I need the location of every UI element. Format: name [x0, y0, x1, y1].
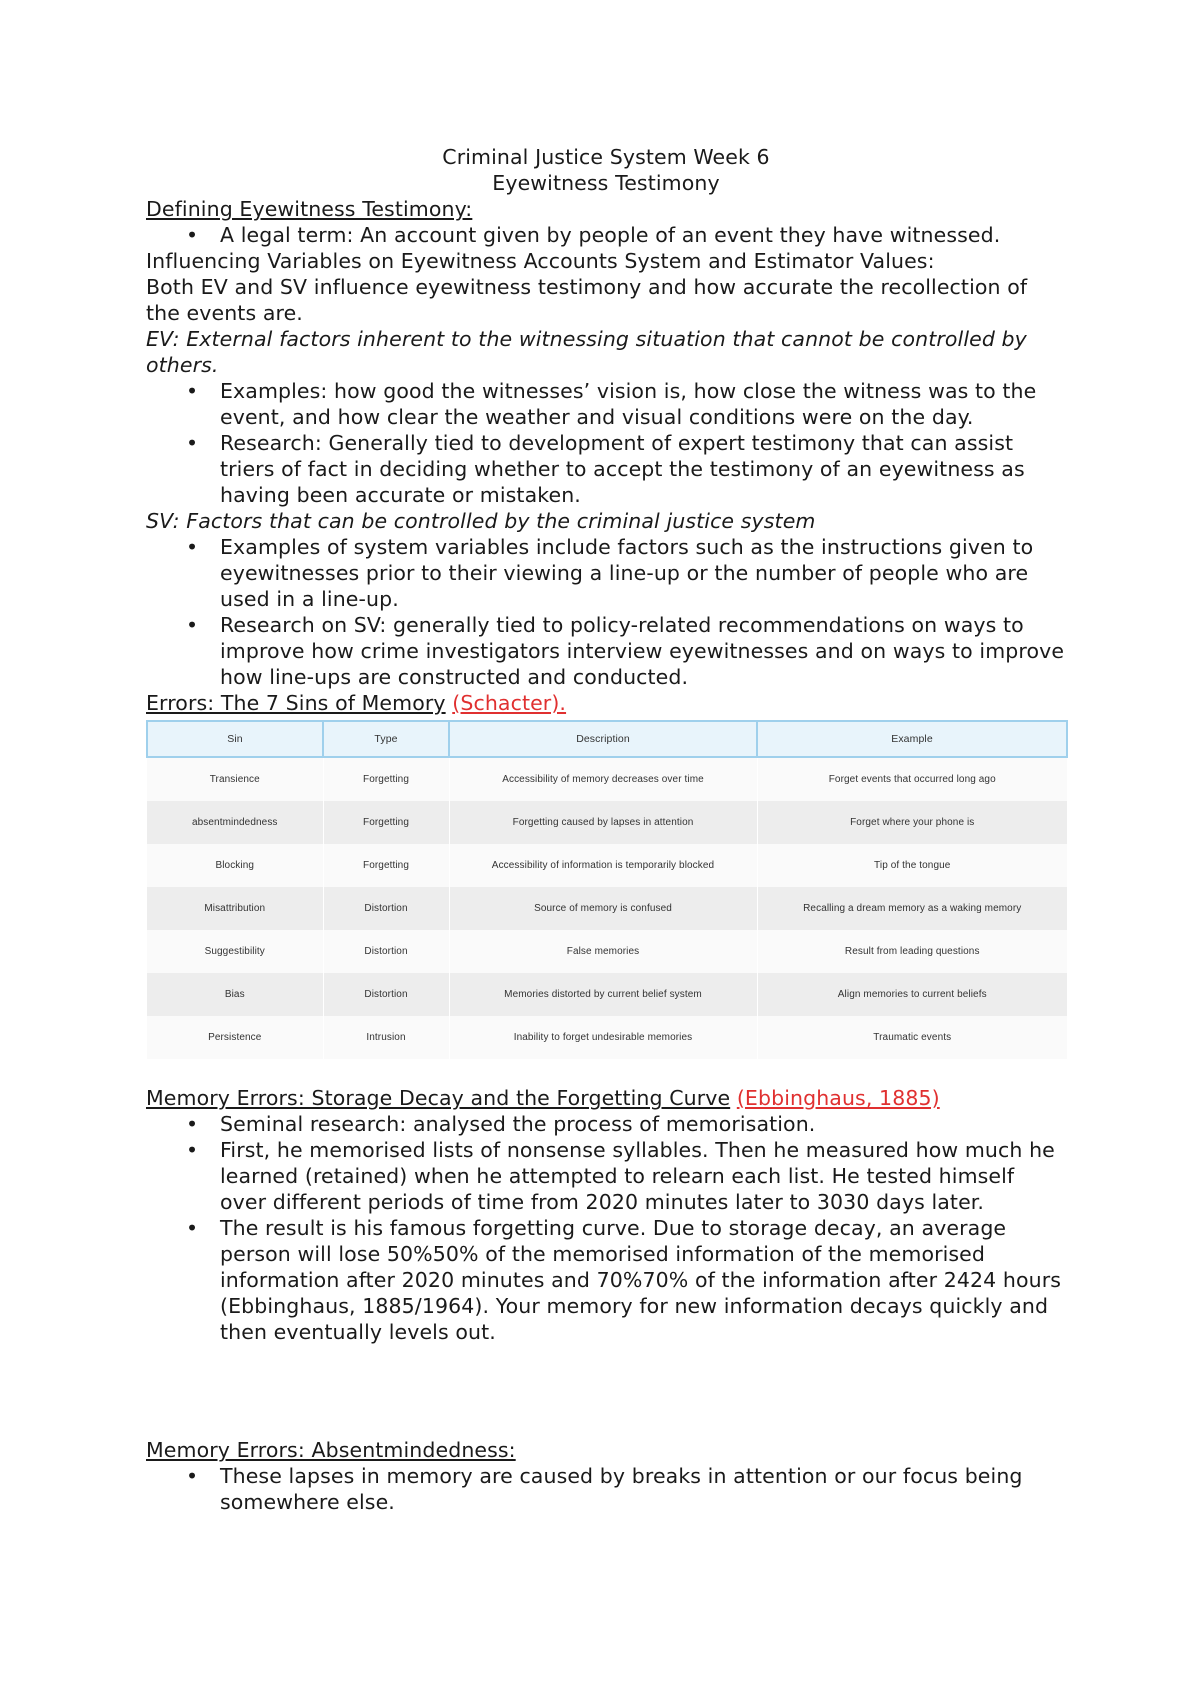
table-header-row: [147, 721, 1067, 757]
table-cell: Forgetting: [323, 801, 449, 844]
sins-citation: (Schacter).: [452, 691, 567, 715]
table-cell: Accessibility of information is temporarily blocked: [449, 844, 757, 887]
table-cell: Align memories to current beliefs: [757, 973, 1067, 1016]
table-cell: Distortion: [323, 887, 449, 930]
decay-heading: Memory Errors: Storage Decay and the Forgetting Curve: [146, 1086, 731, 1110]
table-cell: Distortion: [323, 973, 449, 1016]
table-cell: Forgetting: [323, 757, 449, 801]
table-cell: Forgetting caused by lapses in attention: [449, 801, 757, 844]
table-cell: Accessibility of memory decreases over time: [449, 757, 757, 801]
list-item: • Research on SV: generally tied to policy-related recommendations on ways to improve how crime investigators interview eyewitnesses and on ways to improve how line-ups are constructed and conducted.: [146, 612, 1066, 690]
list-item: • Seminal research: analysed the process of memorisation.: [146, 1111, 1066, 1137]
table-cell: Distortion: [323, 930, 449, 973]
table-cell: Suggestibility: [147, 930, 323, 973]
sins-table-figure: [146, 720, 1066, 1059]
document-body: [146, 144, 1066, 1515]
decay-citation: (Ebbinghaus, 1885): [736, 1086, 940, 1110]
column-header: Type: [323, 721, 449, 757]
table-cell: Forget events that occurred long ago: [757, 757, 1067, 801]
influencing-heading: Influencing Variables on Eyewitness Accounts System and Estimator Values:: [146, 249, 935, 273]
list-item: • These lapses in memory are caused by breaks in attention or our focus being somewhere else.: [146, 1463, 1066, 1515]
table-row: [147, 930, 1067, 973]
column-header: Description: [449, 721, 757, 757]
table-cell: Source of memory is confused: [449, 887, 757, 930]
table-cell: Intrusion: [323, 1016, 449, 1059]
table-cell: Tip of the tongue: [757, 844, 1067, 887]
table-row: [147, 973, 1067, 1016]
table-cell: Transience: [147, 757, 323, 801]
sv-list: [146, 534, 1066, 690]
absent-list: [146, 1463, 1066, 1515]
table-cell: False memories: [449, 930, 757, 973]
table-cell: Memories distorted by current belief system: [449, 973, 757, 1016]
sv-definition: SV: Factors that can be controlled by the criminal justice system: [146, 509, 816, 533]
sins-heading-line: [146, 690, 1066, 716]
list-item: • Examples: how good the witnesses’ vision is, how close the witness was to the event, and how clear the weather and visual conditions were on the day.: [146, 378, 1066, 430]
table-cell: absentmindedness: [147, 801, 323, 844]
table-cell: Persistence: [147, 1016, 323, 1059]
column-header: Sin: [147, 721, 323, 757]
table-row: [147, 801, 1067, 844]
decay-list: [146, 1111, 1066, 1345]
table-cell: Recalling a dream memory as a waking memory: [757, 887, 1067, 930]
table-row: [147, 1016, 1067, 1059]
column-header: Example: [757, 721, 1067, 757]
table-cell: Forget where your phone is: [757, 801, 1067, 844]
document-title: Criminal Justice System Week 6: [442, 145, 770, 169]
ev-definition: EV: External factors inherent to the witnessing situation that cannot be controlled by others.: [146, 327, 1027, 377]
document-subtitle: Eyewitness Testimony: [492, 171, 720, 195]
table-cell: Blocking: [147, 844, 323, 887]
table-row: [147, 844, 1067, 887]
table-row: [147, 887, 1067, 930]
blank-line: [146, 1059, 1066, 1085]
list-item: • Examples of system variables include factors such as the instructions given to eyewitnesses prior to their viewing a line-up or the number of people who are used in a line-up.: [146, 534, 1066, 612]
table-row: [147, 757, 1067, 801]
ev-list: [146, 378, 1066, 508]
sins-table: [146, 720, 1068, 1059]
table-cell: Traumatic events: [757, 1016, 1067, 1059]
influencing-intro: Both EV and SV influence eyewitness testimony and how accurate the recollection of the events are.: [146, 275, 1028, 325]
table-cell: Misattribution: [147, 887, 323, 930]
defining-list: [146, 222, 1066, 248]
blank-lines: [146, 1345, 1066, 1437]
table-cell: Result from leading questions: [757, 930, 1067, 973]
decay-heading-line: [146, 1085, 1066, 1111]
list-item: • A legal term: An account given by people of an event they have witnessed.: [146, 222, 1066, 248]
defining-heading: Defining Eyewitness Testimony:: [146, 197, 473, 221]
list-item: • Research: Generally tied to development of expert testimony that can assist triers of fact in deciding whether to accept the testimony of an eyewitness as having been accurate or mistaken.: [146, 430, 1066, 508]
list-item: • First, he memorised lists of nonsense syllables. Then he measured how much he learned (retained) when he attempted to relearn each list. He tested himself over different periods of time from 2020 minutes later to 3030 days later.: [146, 1137, 1066, 1215]
table-cell: Forgetting: [323, 844, 449, 887]
table-cell: Inability to forget undesirable memories: [449, 1016, 757, 1059]
list-item: • The result is his famous forgetting curve. Due to storage decay, an average person will lose 50%50% of the memorised information of the memorised information after 2020 minutes and 70%70% of the information after 2424 hours (Ebbinghaus, 1885/1964). Your memory for new information decays quickly and then eventually levels out.: [146, 1215, 1066, 1345]
table-cell: Bias: [147, 973, 323, 1016]
absent-heading: Memory Errors: Absentmindedness:: [146, 1438, 516, 1462]
sins-heading: Errors: The 7 Sins of Memory: [146, 691, 446, 715]
